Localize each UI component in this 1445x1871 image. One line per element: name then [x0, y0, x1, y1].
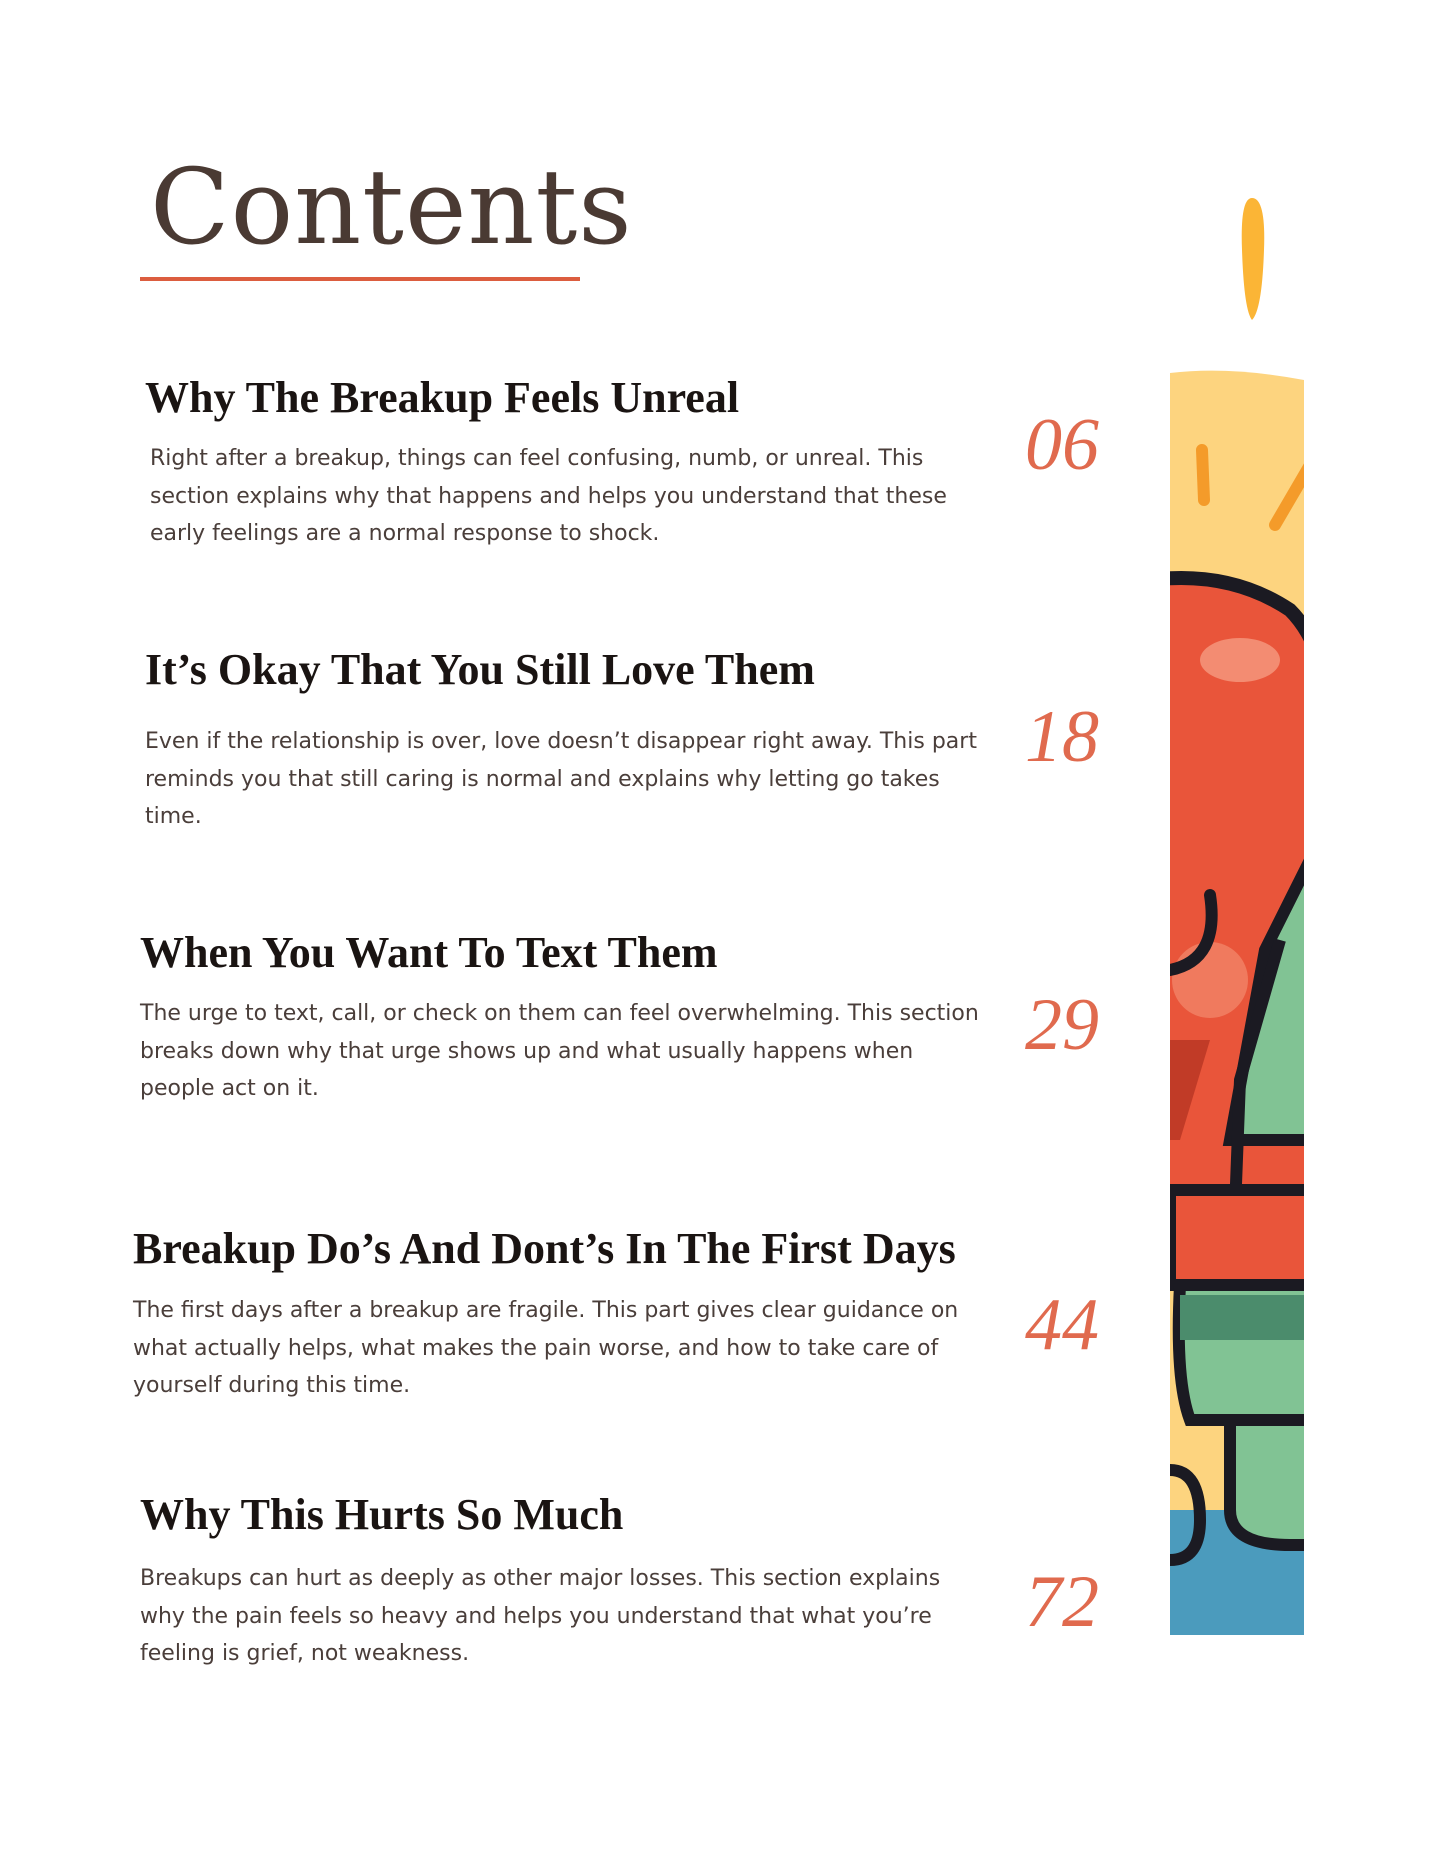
entry-description: The urge to text, call, or check on them can feel overwhelming. This section breaks down why that urge shows up and what usually happens when people act on it.: [140, 1001, 979, 1101]
entry-title: It’s Okay That You Still Love Them: [145, 645, 815, 694]
entry-title: Why This Hurts So Much: [140, 1490, 624, 1539]
entry-page-number: 06: [1025, 404, 1099, 486]
flame-icon: [1242, 198, 1265, 320]
entry-description: The first days after a breakup are fragile. This part gives clear guidance on what actually helps, what makes the pain worse, and how to take care of yourself during this time.: [133, 1298, 959, 1398]
title-underline: [140, 277, 580, 281]
entry-page-number: 72: [1025, 1561, 1099, 1643]
entry-page-number: 18: [1025, 696, 1099, 778]
entry-description: Breakups can hurt as deeply as other major losses. This section explains why the pain feels so heavy and helps you understand that what you’re feeling is grief, not weakness.: [140, 1566, 941, 1666]
entry-title: Why The Breakup Feels Unreal: [145, 373, 740, 422]
page-title: Contents: [150, 146, 633, 268]
entry-page-number: 29: [1025, 984, 1099, 1066]
entry-title: When You Want To Text Them: [140, 928, 718, 977]
broken-heart-candle-illustration-icon: [1170, 180, 1330, 1640]
entry-description: Even if the relationship is over, love doesn’t disappear right away. This part reminds you that still caring is normal and explains why letting go takes time.: [145, 729, 977, 829]
entry-title: Breakup Do’s And Dont’s In The First Days: [133, 1224, 956, 1273]
entry-description: Right after a breakup, things can feel confusing, numb, or unreal. This section explains why that happens and helps you understand that these early feelings are a normal response to shock.: [150, 446, 947, 546]
entry-page-number: 44: [1025, 1284, 1099, 1366]
